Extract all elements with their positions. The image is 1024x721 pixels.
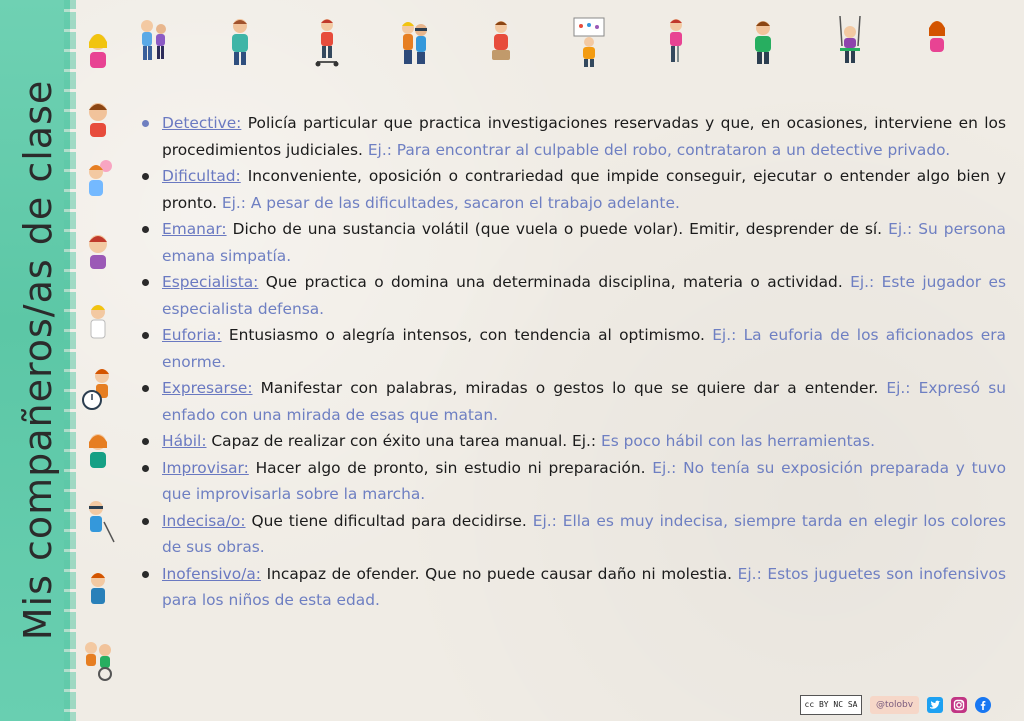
boy-clock-illustration xyxy=(80,366,116,412)
footer xyxy=(800,694,991,716)
entry-example: Ej.: Este jugador es especialista defensa. xyxy=(162,273,1007,318)
entry-example: Es poco hábil con las herramientas. xyxy=(600,432,876,450)
entry-term: Hábil: xyxy=(162,432,207,450)
entry-definition: Entusiasmo o alegría intensos, con tendencia al optimismo. xyxy=(221,326,713,344)
entry-definition: Policía particular que practica investigaciones reservadas y que, en ocasiones, interviene en los procedimientos judiciales. xyxy=(162,114,1006,159)
entry-term: Euforia: xyxy=(162,326,222,344)
list-item xyxy=(140,455,1006,508)
girl-blonde-illustration xyxy=(80,30,116,76)
entry-definition: Que practica o domina una determinada disciplina, materia o actividad. xyxy=(258,273,851,291)
list-item xyxy=(140,269,1006,322)
list-item xyxy=(140,216,1006,269)
girl-book-illustration xyxy=(80,430,116,476)
entry-term: Emanar: xyxy=(162,220,227,238)
entry-definition: Que tiene dificultad para decidirse. xyxy=(245,511,533,530)
author-badge[interactable]: @tolobv xyxy=(870,696,919,714)
kid-waving-illustration xyxy=(745,16,781,68)
boy-thinking-illustration xyxy=(80,230,116,276)
entry-definition: Manifestar con palabras, miradas o gestos lo que se quiere dar a entender. xyxy=(252,379,887,397)
entry-example: Ej.: Expresó su enfado con una mirada de esas que matan. xyxy=(162,379,1006,424)
kids-blindfold-illustration xyxy=(396,16,432,68)
girl-cotton-candy-illustration xyxy=(80,158,116,204)
entry-example: Ej.: No tenía su exposición preparada y tuvo que improvisarla sobre la marcha. xyxy=(162,458,1006,503)
entry-example: Ej.: A pesar de las dificultades, sacaron el trabajo adelante. xyxy=(221,193,680,212)
entry-example: Ej.: Para encontrar al culpable del robo, contrataron a un detective privado. xyxy=(367,140,951,159)
entry-definition: Dicho de una sustancia volátil (que vuela o puede volar). Emitir, desprender de sí. xyxy=(226,220,889,238)
twitter-icon[interactable] xyxy=(927,697,943,713)
instagram-icon[interactable] xyxy=(951,697,967,713)
kids-running-illustration xyxy=(135,16,171,68)
entry-definition: Incapaz de ofender. Que no puede causar daño ni molestia. xyxy=(260,564,738,583)
kid-blind-cane-illustration xyxy=(80,498,116,544)
entry-term: Dificultad: xyxy=(162,167,241,185)
boy-covering-ears-illustration xyxy=(80,98,116,144)
entry-term: Expresarse: xyxy=(162,379,253,397)
entry-example: Ej.: Ella es muy indecisa, siempre tarda en elegir los colores de sus obras. xyxy=(162,511,1006,556)
kid-sitting-illustration xyxy=(483,16,519,68)
list-item xyxy=(140,508,1006,561)
entry-term: Detective: xyxy=(162,114,242,132)
list-item xyxy=(140,561,1006,614)
entry-term: Inofensivo/a: xyxy=(162,564,261,583)
side-illustration-column xyxy=(72,30,124,690)
top-illustration-row xyxy=(135,10,955,68)
entry-term: Improvisar: xyxy=(162,458,249,477)
kid-apron-illustration xyxy=(80,300,116,346)
entry-example: Ej.: Estos juguetes son inofensivos para los niños de esta edad. xyxy=(162,564,1006,609)
kid-swing-illustration xyxy=(832,16,868,68)
entry-term: Especialista: xyxy=(162,273,259,291)
entry-example: Ej.: La euforia de los aficionados era enorme. xyxy=(162,326,1006,371)
entry-example: Ej.: Su persona emana simpatía. xyxy=(162,220,1006,265)
list-item xyxy=(140,110,1006,163)
kid-prosthetic-illustration xyxy=(658,16,694,68)
entry-definition: Inconveniente, oposición o contrariedad que impide conseguir, ejecutar o entender algo bien y pronto. xyxy=(162,167,1006,212)
list-item xyxy=(140,375,1006,428)
vocabulary-list xyxy=(140,110,1006,614)
creative-commons-badge[interactable]: cc BY NC SA xyxy=(800,695,862,715)
kids-wheelchair-illustration xyxy=(80,636,116,682)
kid-scooter-illustration xyxy=(309,16,345,68)
list-item xyxy=(140,163,1006,216)
entry-definition: Capaz de realizar con éxito una tarea manual. Ej.: xyxy=(206,432,601,450)
list-item xyxy=(140,322,1006,375)
facebook-icon[interactable] xyxy=(975,697,991,713)
entry-term: Indecisa/o: xyxy=(162,511,246,530)
kid-shy-illustration xyxy=(919,16,955,68)
entry-definition: Hacer algo de pronto, sin estudio ni preparación. xyxy=(248,458,653,477)
kid-holding-sign-illustration xyxy=(571,16,607,68)
boy-tools-illustration xyxy=(80,570,116,616)
list-item xyxy=(140,428,1006,455)
side-title: Mis compañeros/as de clase xyxy=(16,79,60,641)
kid-teal-shirt-illustration xyxy=(222,16,258,68)
